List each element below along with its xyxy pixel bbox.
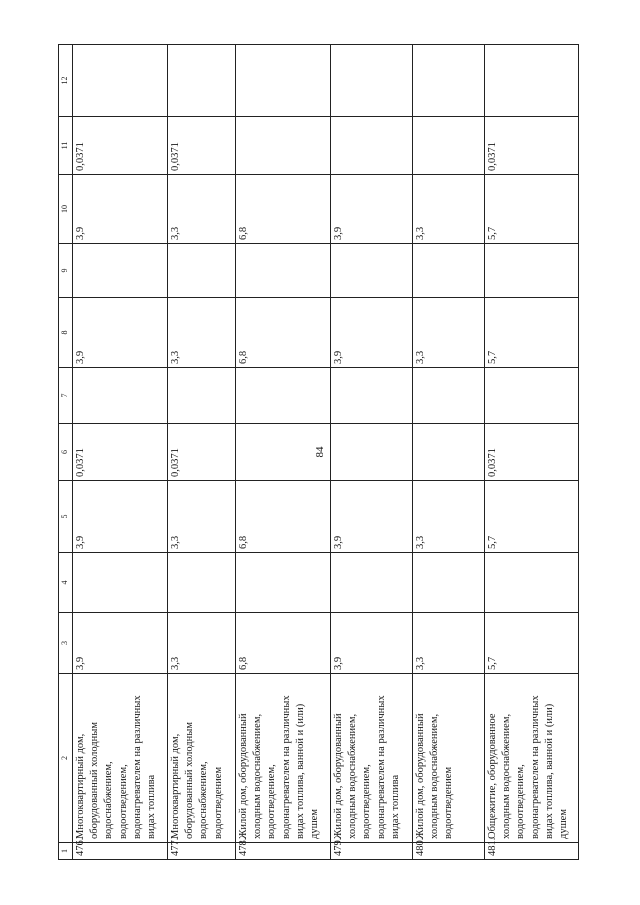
cell-col12 [168,45,236,117]
row-number: 478. [236,843,331,860]
row-number: 481. [485,843,579,860]
cell-col10: 3,3 [413,175,485,244]
cell-col7 [413,368,485,424]
rotated-table-container [58,45,578,860]
cell-col9 [413,244,485,298]
row-number: 480. [413,843,485,860]
cell-col8: 3,9 [331,298,413,368]
cell-col5: 5,7 [485,481,579,553]
cell-col12 [413,45,485,117]
cell-col6 [236,424,331,481]
row-number: 477. [168,843,236,860]
cell-col8: 3,9 [73,298,168,368]
table-row [168,45,236,860]
cell-col8: 3,3 [168,298,236,368]
cell-col7 [168,368,236,424]
cell-col9 [236,244,331,298]
cell-col8: 6,8 [236,298,331,368]
column-header: 8 [59,298,73,368]
cell-col10: 3,9 [73,175,168,244]
cell-col11: 0,0371 [168,117,236,175]
cell-col6 [413,424,485,481]
page-number: 84 [314,446,326,458]
column-header: 10 [59,175,73,244]
cell-col3: 5,7 [485,613,579,674]
header-row [59,45,73,860]
cell-col9 [168,244,236,298]
cell-col9 [331,244,413,298]
description-text: Общежитие, оборудованное холодным водоснабжением, водоотведением, водонагревателем на различных видах топлива, ванной и (или) душем [487,695,569,839]
column-header: 9 [59,244,73,298]
cell-col10: 6,8 [236,175,331,244]
cell-col5: 3,3 [168,481,236,553]
cell-col12 [236,45,331,117]
cell-col5: 6,8 [236,481,331,553]
cell-col4 [168,553,236,613]
cell-col6: 0,0371 [168,424,236,481]
row-description [413,674,485,843]
cell-col5: 3,3 [413,481,485,553]
column-header: 11 [59,117,73,175]
table-row [485,45,579,860]
cell-col7 [485,368,579,424]
description-text: Жилой дом, оборудованный холодным водоснабжением, водоотведением [415,713,455,839]
cell-col11: 0,0371 [485,117,579,175]
description-text: Многоквартирный дом, оборудованный холодным водоснабжением, водоотведением [170,722,224,839]
description-text: Жилой дом, оборудованный холодным водоснабжением, водоотведением, водонагревателем на различных видах топлива [333,695,401,839]
row-number: 476. [73,843,168,860]
cell-col9 [485,244,579,298]
cell-col8: 3,3 [413,298,485,368]
table-row [236,45,331,860]
cell-col11 [236,117,331,175]
cell-col5: 3,9 [73,481,168,553]
cell-col7 [73,368,168,424]
cell-col4 [413,553,485,613]
description-text: Жилой дом, оборудованный холодным водоснабжением, водоотведением, водонагревателем на различных видах топлива, ванной и (или) душем [238,695,320,839]
cell-col4 [331,553,413,613]
cell-col8: 5,7 [485,298,579,368]
row-description [73,674,168,843]
cell-col7 [236,368,331,424]
table-row [331,45,413,860]
cell-col3: 3,3 [168,613,236,674]
cell-col11 [413,117,485,175]
table-rotator [58,45,578,860]
column-header: 6 [59,424,73,481]
cell-col3: 3,3 [413,613,485,674]
column-header: 2 [59,674,73,843]
tariff-table [58,44,579,860]
cell-col3: 6,8 [236,613,331,674]
table-row [413,45,485,860]
cell-col7 [331,368,413,424]
row-description [236,674,331,843]
row-description [485,674,579,843]
column-header: 7 [59,368,73,424]
column-header: 4 [59,553,73,613]
cell-col3: 3,9 [331,613,413,674]
cell-col12 [331,45,413,117]
cell-col9 [73,244,168,298]
cell-col12 [73,45,168,117]
cell-col6: 0,0371 [485,424,579,481]
cell-col10: 3,3 [168,175,236,244]
description-text: Многоквартирный дом, оборудованный холодным водоснабжением, водоотведением, водонагревателем на различных видах топлива [75,695,157,839]
cell-col3: 3,9 [73,613,168,674]
cell-col6: 0,0371 [73,424,168,481]
column-header: 5 [59,481,73,553]
cell-col10: 5,7 [485,175,579,244]
cell-col4 [73,553,168,613]
cell-col12 [485,45,579,117]
row-description [168,674,236,843]
column-header: 1 [59,843,73,860]
column-header: 12 [59,45,73,117]
column-header: 3 [59,613,73,674]
row-description [331,674,413,843]
cell-col4 [485,553,579,613]
table-row [73,45,168,860]
cell-col6 [331,424,413,481]
cell-col4 [236,553,331,613]
cell-col10: 3,9 [331,175,413,244]
cell-col5: 3,9 [331,481,413,553]
cell-col11 [331,117,413,175]
row-number: 479. [331,843,413,860]
cell-col11: 0,0371 [73,117,168,175]
